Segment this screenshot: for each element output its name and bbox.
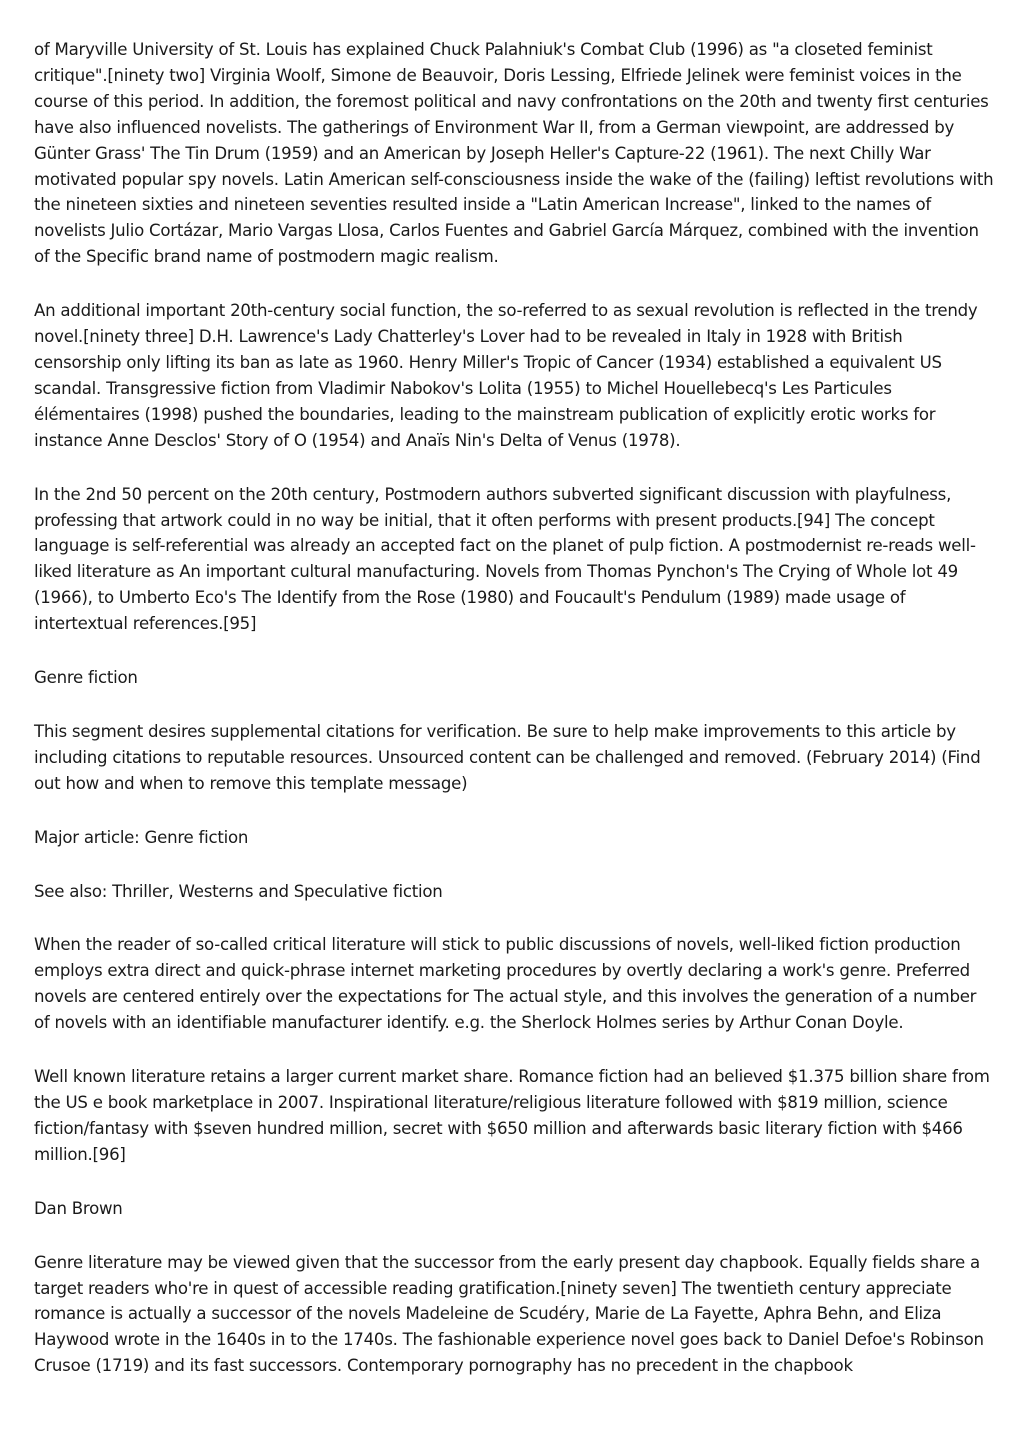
paragraph-popular-fiction: When the reader of so-called critical literature will stick to public discussions of novels, well-liked fiction production employs extra direct and quick-phrase internet marketing procedures by overtly declaring a work's genre. Preferred novels are centered entirely over the expectations for The actual style, and this involves the generation of a number of novels with an identifiable manufacturer identify. e.g. the Sherlock Holmes series by Arthur Conan Doyle.	[34, 935, 977, 1033]
paragraph-market-share: Well known literature retains a larger current market share. Romance fiction had an believed $1.375 billion share from the US e book marketplace in 2007. Inspirational literature/religious literature followed with $819 million, science fiction/fantasy with $seven hundred million, secret with $650 million and afterwards basic literary fiction with $466 million.[96]	[34, 1067, 990, 1164]
paragraph-chapbook-successor: Genre literature may be viewed given that the successor from the early present day chapbook. Equally fields share a target readers who're in quest of accessible reading gratification.[ninety seven] The twentieth century appreciate romance is actually a successor of the novels Madeleine de Scudéry, Marie de La Fayette, Aphra Behn, and Eliza Haywood wrote in the 1640s in to the 1740s. The fashionable experience novel goes back to Daniel Defoe's Robinson Crusoe (1719) and its fast successors. Contemporary pornography has no precedent in the chapbook	[34, 1252, 984, 1376]
heading-genre-fiction: Genre fiction	[34, 668, 138, 688]
paragraph-sexual-revolution: An additional important 20th-century social function, the so-referred to as sexual revolution is reflected in the trendy novel.[ninety three] D.H. Lawrence's Lady Chatterley's Lover had to be revealed in Italy in 1928 with British censorship only lifting its ban as late as 1960. Henry Miller's Tropic of Cancer (1934) established a equivalent US scandal. Transgressive fiction from Vladimir Nabokov's Lolita (1955) to Michel Houellebecq's Les Particules élémentaires (1998) pushed the boundaries, leading to the mainstream publication of explicitly erotic works for instance Anne Desclos' Story of O (1954) and Anaïs Nin's Delta of Venus (1978).	[34, 301, 978, 450]
main-article-note: Major article: Genre fiction	[34, 827, 249, 847]
caption-dan-brown: Dan Brown	[34, 1198, 123, 1218]
paragraph-feminist-critique: of Maryville University of St. Louis has explained Chuck Palahniuk's Combat Club (1996) as "a closeted feminist critique".[ninety two] Virginia Woolf, Simone de Beauvoir, Doris Lessing, Elfriede Jelinek were feminist voices in the course of this period. In addition, the foremost political and navy confrontations on the 20th and twenty first centuries have also influenced novelists. The gatherings of Environment War II, from a German viewpoint, are addressed by Günter Grass' The Tin Drum (1959) and an American by Joseph Heller's Capture-22 (1961). The next Chilly War motivated popular spy novels. Latin American self-consciousness inside the wake of the (failing) leftist revolutions with the nineteen sixties and nineteen seventies resulted inside a "Latin American Increase", linked to the names of novelists Julio Cortázar, Mario Vargas Llosa, Carlos Fuentes and Gabriel García Márquez, combined with the invention of the Specific brand name of postmodern magic realism.	[34, 40, 994, 267]
see-also-note: See also: Thriller, Westerns and Speculative fiction	[34, 881, 443, 901]
document-body	[34, 37, 994, 1379]
citation-notice: This segment desires supplemental citations for verification. Be sure to help make improvements to this article by including citations to reputable resources. Unsourced content can be challenged and removed. (February 2014) (Find out how and when to remove this template message)	[34, 721, 981, 793]
paragraph-postmodern-authors: In the 2nd 50 percent on the 20th century, Postmodern authors subverted significant discussion with playfulness, professing that artwork could in no way be initial, that it often performs with present products.[94] The concept language is self-referential was already an accepted fact on the planet of pulp fiction. A postmodernist re-reads well-liked literature as An important cultural manufacturing. Novels from Thomas Pynchon's The Crying of Whole lot 49 (1966), to Umberto Eco's The Identify from the Rose (1980) and Foucault's Pendulum (1989) made usage of intertextual references.[95]	[34, 484, 976, 634]
